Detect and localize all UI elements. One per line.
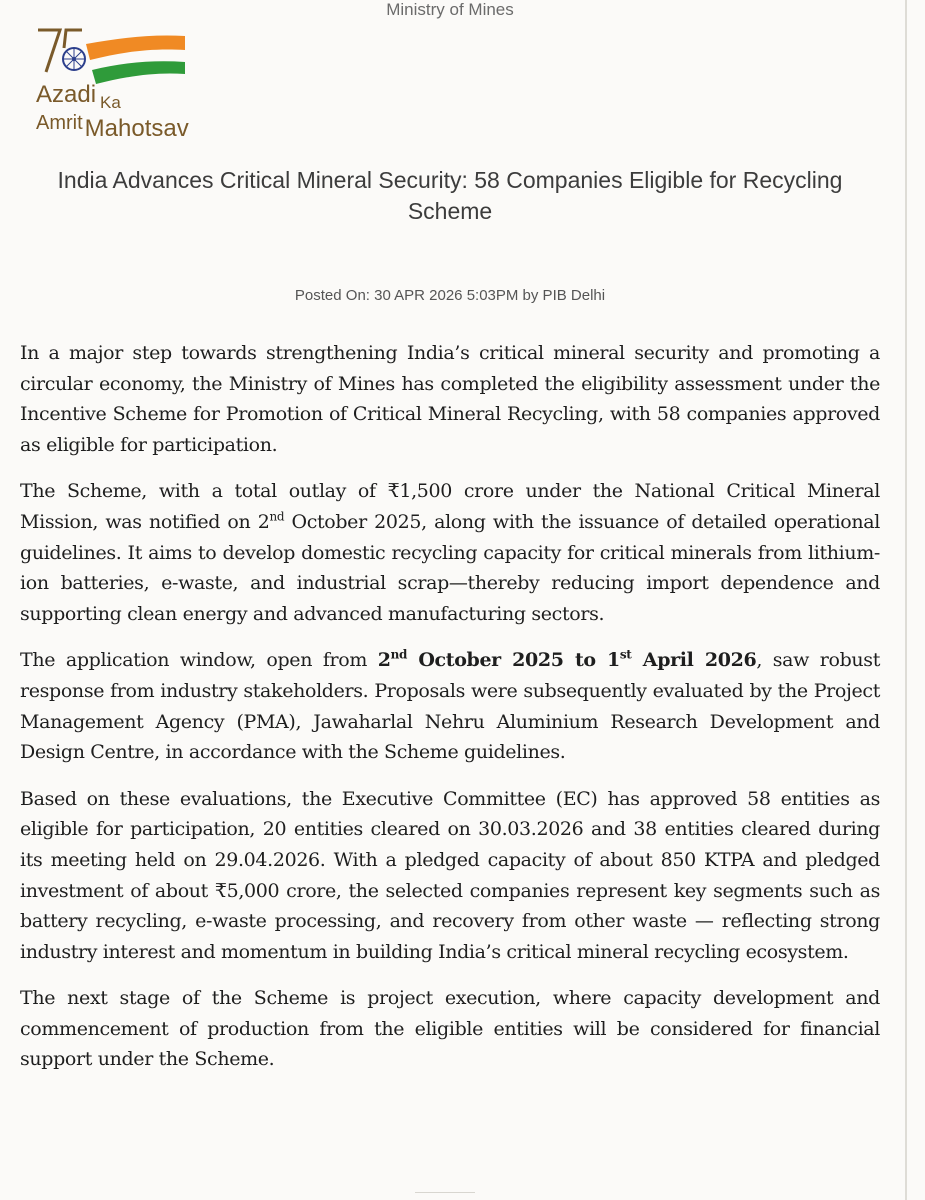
paragraph-5: The next stage of the Scheme is project execution, where capacity development and commencement of production from the eligible entities will be considered for financial support under the Scheme. (20, 987, 880, 1071)
paragraph-4: Based on these evaluations, the Executive Committee (EC) has approved 58 entities as eligible for participation, 20 entities cleared on 30.03.2026 and 38 entities cleared during its meeting held on 29.04.2026. With a pledged capacity of about 850 KTPA and pledged investment of about ₹5,000 crore, the selected companies represent key segments such as battery recycling, e-waste processing, and recovery from other waste — reflecting strong industry interest and momentum in building India’s critical mineral recycling ecosystem. (20, 787, 880, 963)
logo-word-azadi: Azadi (36, 81, 97, 108)
azadi-ka-amrit-mahotsav-logo (30, 24, 230, 140)
posted-on-line: Posted On: 30 APR 2026 5:03PM by PIB Delhi (294, 287, 606, 304)
scroll-edge-divider (905, 0, 907, 1200)
application-window-dates: 2nd October 2025 to 1st April 2026 (377, 648, 757, 672)
logo-text-line1 (36, 81, 121, 112)
saffron-stripe (86, 35, 185, 60)
logo-word-mahotsav: Mahotsav (84, 115, 189, 142)
logo-five (64, 30, 82, 48)
logo-word-ka: Ka (100, 93, 121, 112)
ministry-name: Ministry of Mines (386, 0, 514, 19)
release-title: India Advances Critical Mineral Security: 58 Companies Eligible for Recycling Scheme (57, 167, 843, 224)
paragraph-1: In a major step towards strengthening India’s critical mineral security and promoting a circular economy, the Ministry of Mines has completed the eligibility assessment under the Incentive Scheme for Promotion of Critical Mineral Recycling, with 58 companies approved as eligible for participation. (20, 342, 880, 456)
paragraph-3: The application window, open from 2nd October 2025 to 1st April 2026, saw robust response from industry stakeholders. Proposals were subsequently evaluated by the Project Management Agency (PMA), Jawaharlal Nehru Aluminium Research Development and Design Centre, in accordance with the Scheme guidelines. (20, 648, 880, 764)
logo-text-line2 (36, 108, 189, 142)
paragraph-2: The Scheme, with a total outlay of ₹1,500 crore under the National Critical Mineral Mission, was notified on 2nd October 2025, along with the issuance of detailed operational guidelines. It aims to develop domestic recycling capacity for critical minerals from lithium-ion batteries, e-waste, and industrial scrap—thereby reducing import dependence and supporting clean energy and advanced manufacturing sectors. (20, 480, 880, 625)
logo-seven (38, 30, 60, 72)
release-body (20, 338, 880, 1091)
logo-word-amrit: Amrit (36, 112, 83, 134)
page-bottom-mark (415, 1192, 475, 1199)
release-title-block (0, 165, 900, 227)
